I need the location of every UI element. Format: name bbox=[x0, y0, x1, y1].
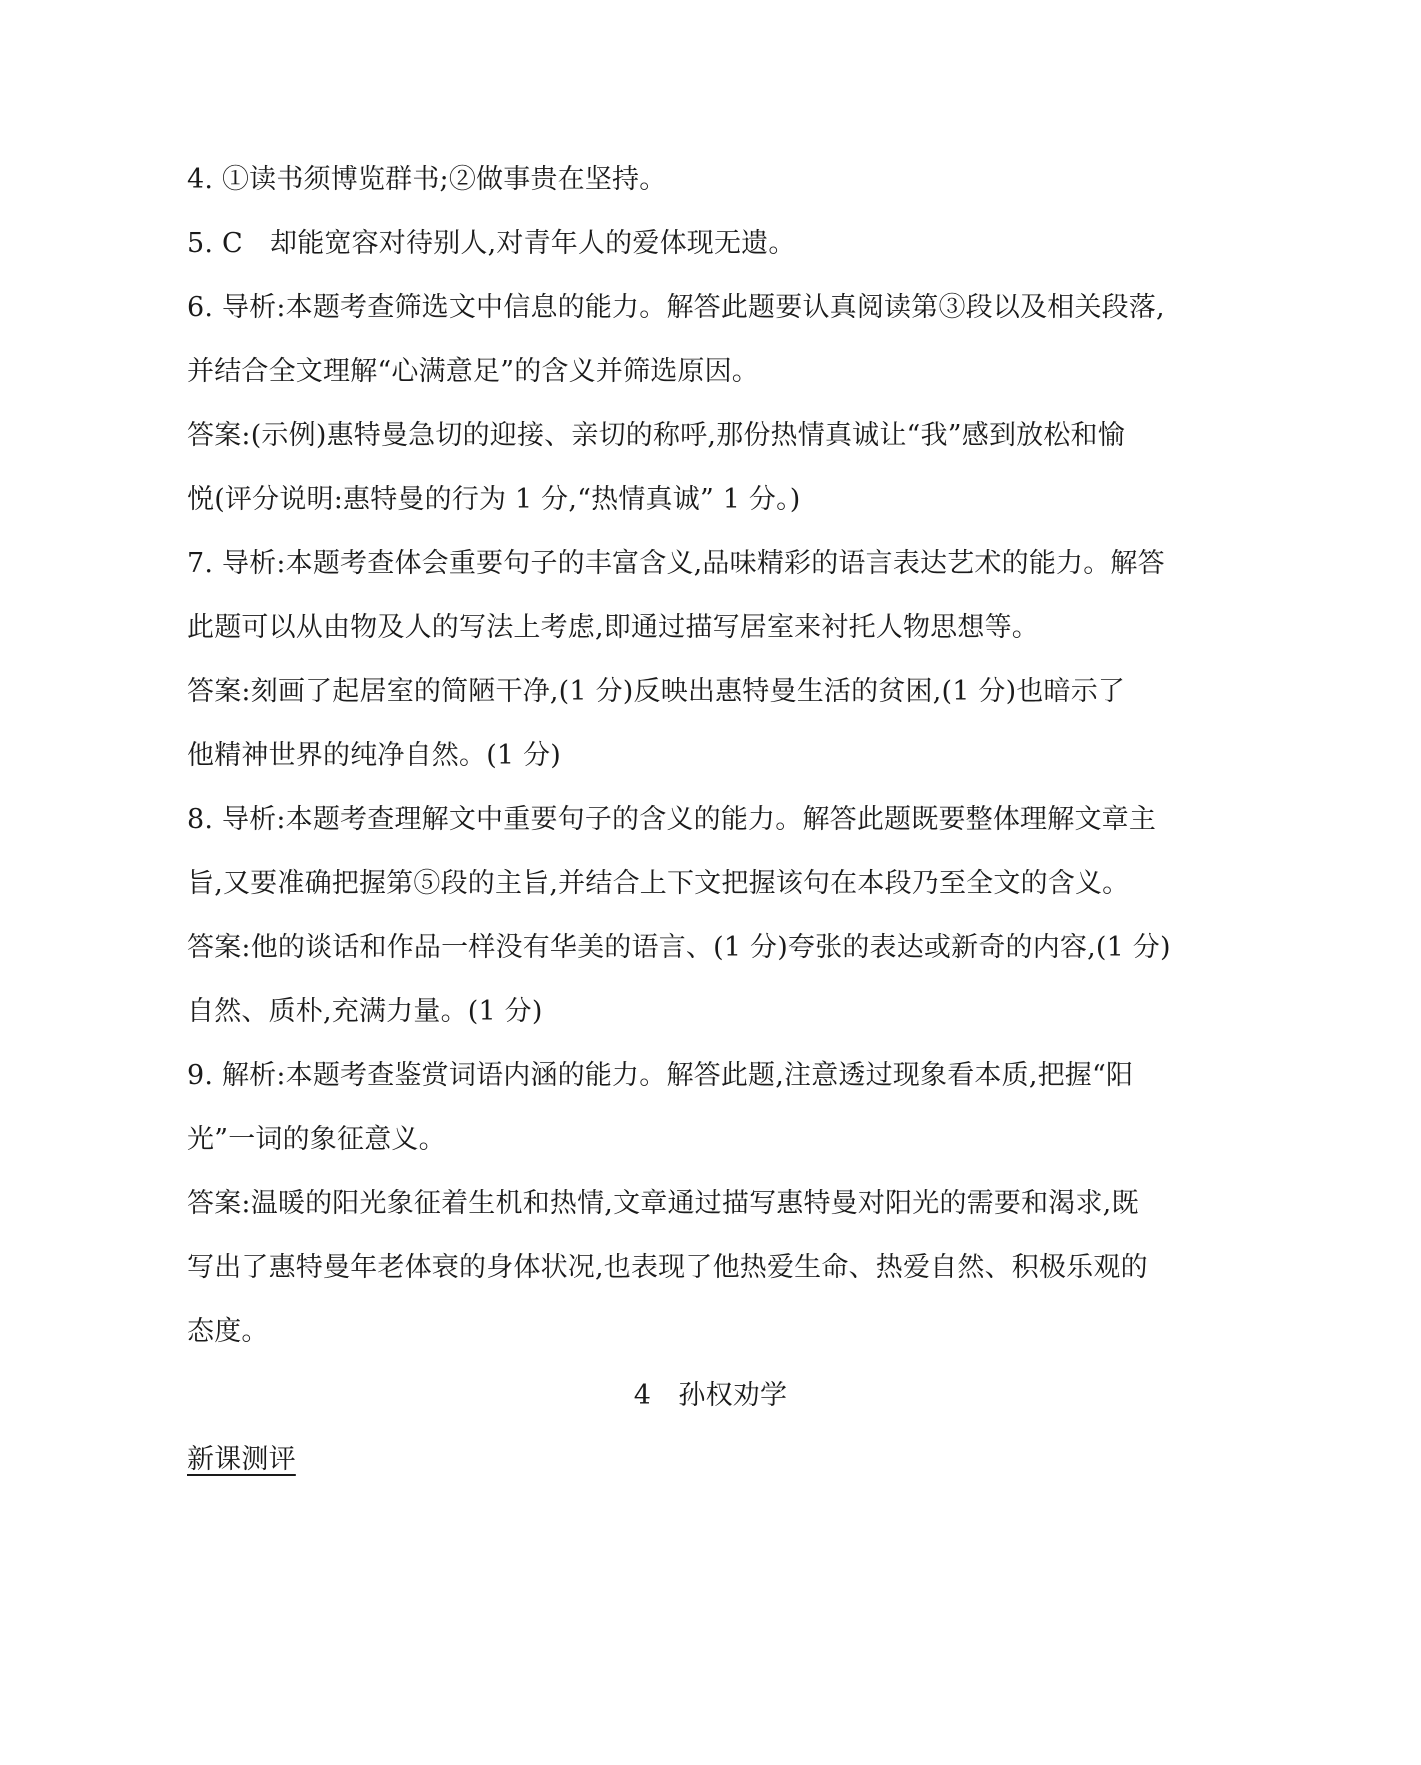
answer-line-7: 7. 导析:本题考查体会重要句子的丰富含义,品味精彩的语言表达艺术的能力。解答 bbox=[187, 548, 1165, 579]
answer-line-10: 他精神世界的纯净自然。(1 分) bbox=[187, 740, 562, 771]
answer-line-12: 旨,又要准确把握第⑤段的主旨,并结合上下文把握该句在本段乃至全文的含义。 bbox=[187, 868, 1130, 899]
answer-line-13: 答案:他的谈话和作品一样没有华美的语言、(1 分)夸张的表达或新奇的内容,(1 分) bbox=[187, 932, 1171, 963]
answer-line-17: 答案:温暖的阳光象征着生机和热情,文章通过描写惠特曼对阳光的需要和渴求,既 bbox=[187, 1188, 1139, 1219]
section-heading bbox=[187, 1440, 1247, 1480]
answer-line-5: 答案:(示例)惠特曼急切的迎接、亲切的称呼,那份热情真诚让“我”感到放松和愉 bbox=[187, 420, 1125, 451]
lesson-title: 4 孙权劝学 bbox=[633, 1380, 788, 1411]
answer-line-18: 写出了惠特曼年老体衰的身体状况,也表现了他热爱生命、热爱自然、积极乐观的 bbox=[187, 1252, 1148, 1283]
answer-line-11: 8. 导析:本题考查理解文中重要句子的含义的能力。解答此题既要整体理解文章主 bbox=[187, 804, 1157, 835]
answer-line-1: 4. ①读书须博览群书;②做事贵在坚持。 bbox=[187, 164, 667, 195]
answer-line-6: 悦(评分说明:惠特曼的行为 1 分,“热情真诚” 1 分。) bbox=[187, 484, 801, 515]
section-heading-text: 新课测评 bbox=[187, 1444, 296, 1475]
answer-line-19: 态度。 bbox=[187, 1316, 269, 1347]
answer-line-2: 5. C 却能宽容对待别人,对青年人的爱体现无遗。 bbox=[187, 228, 796, 259]
answer-line-15: 9. 解析:本题考查鉴赏词语内涵的能力。解答此题,注意透过现象看本质,把握“阳 bbox=[187, 1060, 1134, 1091]
answer-line-9: 答案:刻画了起居室的简陋干净,(1 分)反映出惠特曼生活的贫困,(1 分)也暗示了 bbox=[187, 676, 1126, 707]
answer-line-4: 并结合全文理解“心满意足”的含义并筛选原因。 bbox=[187, 356, 760, 387]
answer-line-8: 此题可以从由物及人的写法上考虑,即通过描写居室来衬托人物思想等。 bbox=[187, 612, 1039, 643]
answer-line-3: 6. 导析:本题考查筛选文中信息的能力。解答此题要认真阅读第③段以及相关段落, bbox=[187, 292, 1165, 323]
answer-line-16: 光”一词的象征意义。 bbox=[187, 1124, 446, 1155]
answer-line-14: 自然、质朴,充满力量。(1 分) bbox=[187, 996, 543, 1027]
